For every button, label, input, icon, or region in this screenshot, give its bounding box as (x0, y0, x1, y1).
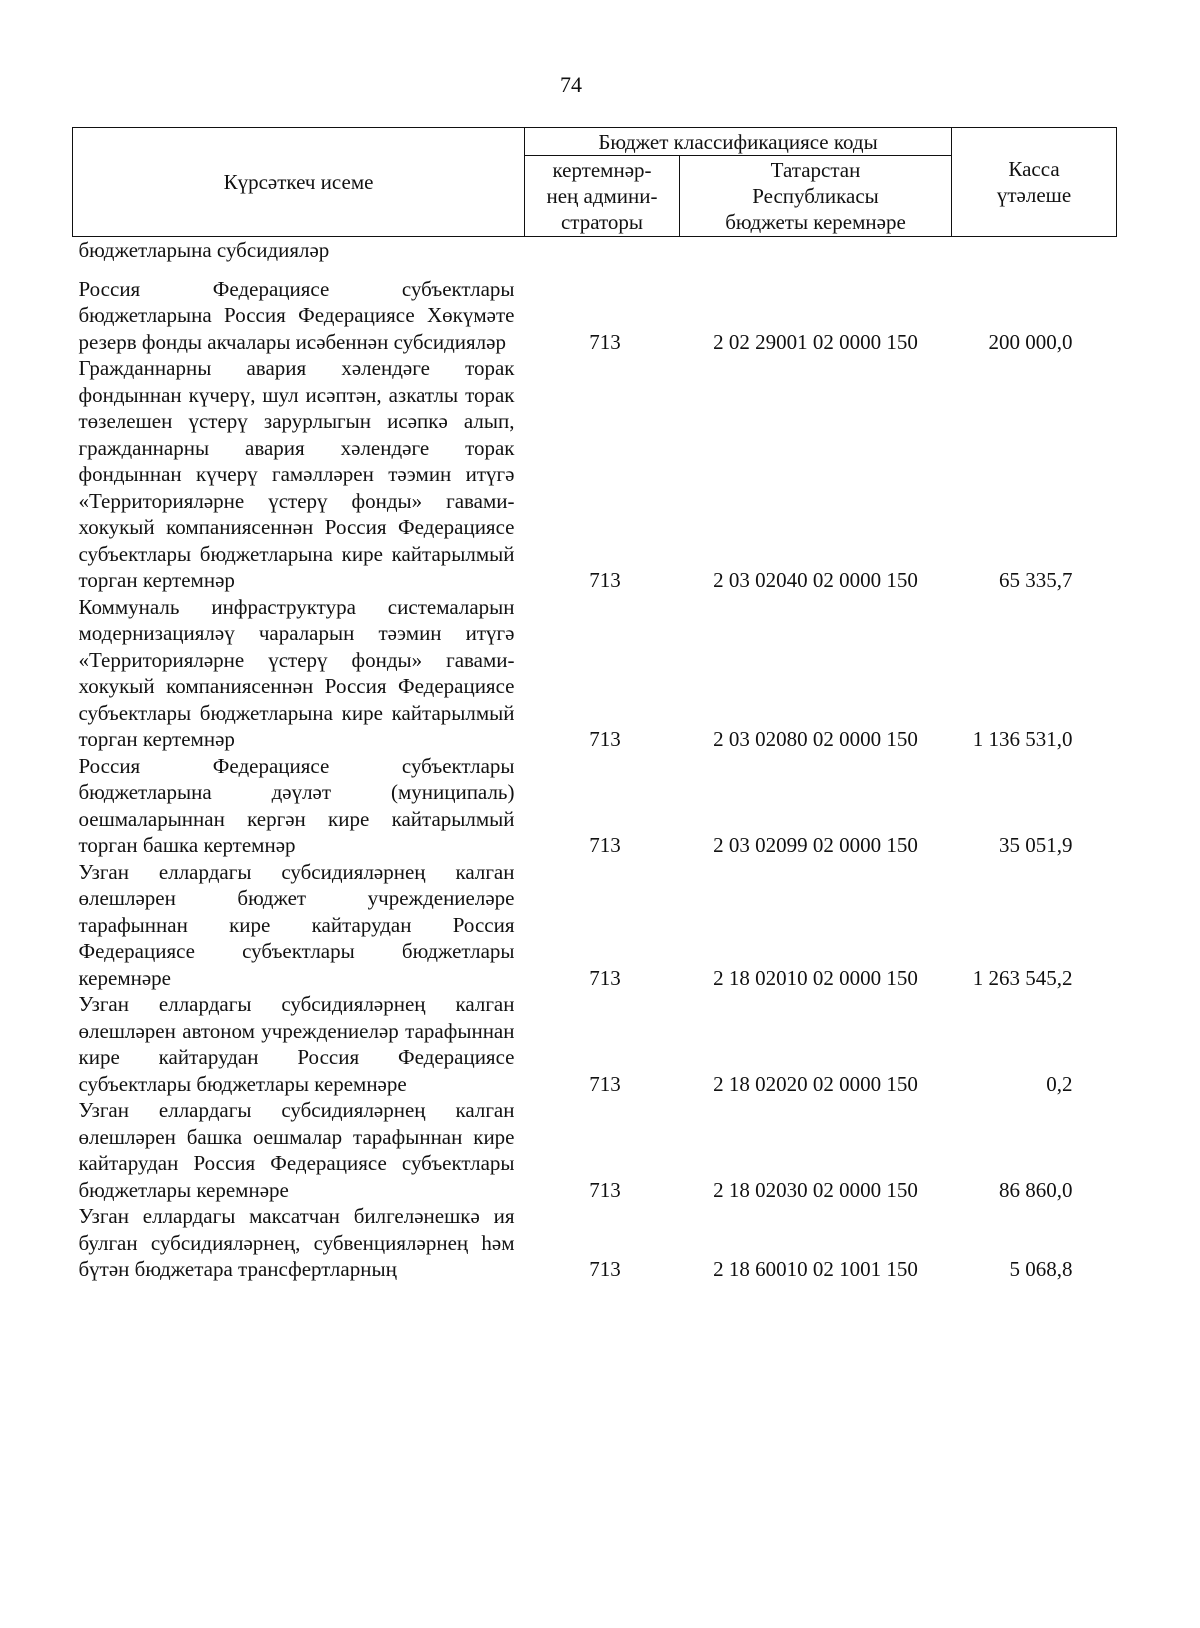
row-revenue-code: 2 03 02040 02 0000 150 (713, 568, 918, 592)
table-row (73, 355, 1117, 594)
header-administrators: кертемнәр- нең админи- страторы (525, 156, 680, 237)
table-row (73, 991, 1117, 1097)
row-admin-code: 713 (589, 1177, 621, 1202)
row-revenue-code: 2 18 02010 02 0000 150 (713, 965, 918, 990)
row-cash-amount: 1 136 531,0 (972, 727, 1073, 751)
row-cash-amount: 0,2 (1046, 1071, 1073, 1096)
row-revenue-code: 2 03 02099 02 0000 150 (713, 833, 918, 857)
table-row (73, 753, 1117, 859)
row-name: Россия Федерациясе субъектлары бюджетларына дәүләт (муниципаль) оешмаларыннан кергән кире кайтарылмый торган башка кертемнәр (78, 753, 515, 857)
row-revenue-code: 2 02 29001 02 0000 150 (713, 329, 918, 354)
row-cash-amount: 65 335,7 (999, 568, 1073, 592)
row-revenue-code: 2 03 02080 02 0000 150 (713, 727, 918, 751)
row-cash-amount: 5 068,8 (1009, 1257, 1073, 1281)
row-admin-code: 713 (589, 329, 621, 354)
table-body (73, 237, 1117, 1283)
row-name: Узган еллардагы максатчан билгеләнешкә ия булган субсидияләрнең, субвенцияләрнең һәм бүтән бюджетара трансфертларның (78, 1204, 515, 1281)
table-row-lead (73, 237, 1117, 264)
budget-table (72, 127, 1117, 1283)
row-cash-amount: 86 860,0 (999, 1177, 1073, 1202)
row-admin-code: 713 (589, 568, 621, 592)
row-admin-code: 713 (589, 727, 621, 751)
table-header (73, 128, 1117, 237)
row-name: Гражданнарны авария хәлендәге торак фондыннан күчерү, шул исәптән, азкатлы торак төзелешен үстерү зарурлыгын исәпкә алып, гражданнарны авария хәлендәге торак фондыннан күчерү гамәлләрен тәэмин итүгә «Территорияләрне үстерү фонды» гавами-хокукый компаниясеннән Россия Федерациясе субъектлары бюджетларына кире кайтарылмый торган кертемнәр (78, 356, 515, 592)
table-row (73, 1097, 1117, 1203)
page-number: 74 (560, 72, 582, 97)
row-name: Узган еллардагы субсидияләрнең калган өлешләрен бюджет учреждениеләре тарафыннан кире кайтарудан Россия Федерациясе субъектлары бюджетлары керемнәре (78, 859, 515, 990)
row-name-lead: бюджетларына субсидияләр (78, 238, 330, 262)
table-row (73, 276, 1117, 356)
table-row (73, 1203, 1117, 1283)
row-cash-amount: 35 051,9 (999, 833, 1073, 857)
row-revenue-code: 2 18 02030 02 0000 150 (713, 1177, 918, 1202)
row-cash-amount: 200 000,0 (988, 329, 1073, 354)
table-row (73, 594, 1117, 753)
row-name: Россия Федерациясе субъектлары бюджетларына Россия Федерациясе Хөкүмәте резерв фонды акчалары исәбеннән субсидияләр (78, 276, 515, 354)
row-admin-code: 713 (589, 1071, 621, 1096)
header-cash-execution: Касса үтәлеше (952, 128, 1117, 237)
header-indicator-name: Күрсәткеч исеме (73, 128, 525, 237)
header-budget-code-group: Бюджет классификациясе коды (525, 128, 952, 156)
row-revenue-code: 2 18 02020 02 0000 150 (713, 1071, 918, 1096)
row-admin-code: 713 (589, 965, 621, 990)
table-row (73, 859, 1117, 992)
row-name: Узган еллардагы субсидияләрнең калган өлешләрен автоном учреждениеләр тарафыннан кире кайтарудан Россия Федерациясе субъектлары бюджетлары керемнәре (78, 992, 515, 1096)
row-cash-amount: 1 263 545,2 (972, 965, 1073, 990)
header-revenue-code: Татарстан Республикасы бюджеты керемнәре (680, 156, 952, 237)
row-name: Коммуналь инфраструктура системаларын модернизацияләү чараларын тәэмин итүгә «Территорияләрне үстерү фонды» гавами-хокукый компаниясеннән Россия Федерациясе субъектлары бюджетларына кире кайтарылмый торган кертемнәр (78, 594, 515, 751)
row-admin-code: 713 (589, 833, 621, 857)
row-name: Узган еллардагы субсидияләрнең калган өлешләрен башка оешмалар тарафыннан кире кайтарудан Россия Федерациясе субъектлары бюджетлары керемнәре (78, 1098, 515, 1202)
row-admin-code: 713 (589, 1257, 621, 1281)
row-revenue-code: 2 18 60010 02 1001 150 (713, 1257, 918, 1281)
